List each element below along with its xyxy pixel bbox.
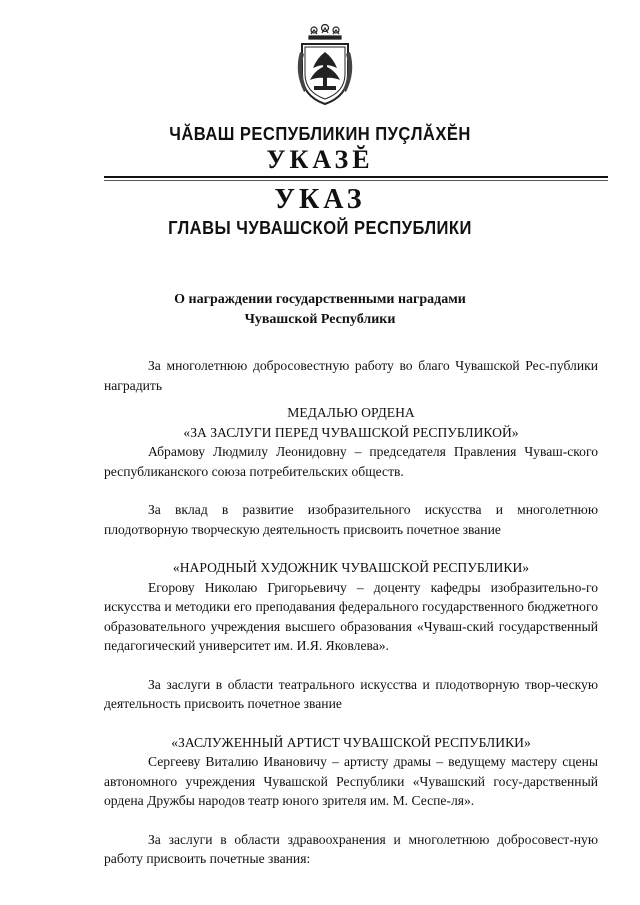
decree-body xyxy=(104,356,598,869)
paragraph-award-intro: За многолетнюю добросовестную работу во благо Чувашской Рес-публики наградить xyxy=(104,358,598,393)
honorary-title-honored-artist: «ЗАСЛУЖЕННЫЙ АРТИСТ ЧУВАШСКОЙ РЕСПУБЛИКИ» xyxy=(171,734,531,750)
paragraph-awardee-abramova: Абрамову Людмилу Леонидовну – председателя Правления Чуваш-ского республиканского союза потребительских обществ. xyxy=(104,444,598,479)
chuvash-ukaz-heading: УКАЗĔ xyxy=(266,145,374,174)
paragraph-health-intro: За заслуги в области здравоохранения и многолетнюю добросовест-ную работу присвоить почетные звания: xyxy=(104,831,598,866)
paragraph-awardee-egorov: Егорову Николаю Григорьевичу – доценту кафедры изобразительно-го искусства и методики его преподавания федерального государственного бюджетного образовательного учреждения высшего образования «Чуваш-ский государственный педагогический университет им. И.Я. Яковлева». xyxy=(104,579,598,653)
paragraph-awardee-sergeev: Сергееву Виталию Ивановичу – артисту драмы – ведущему мастеру сцены автономного учреждения Чувашской Республики «Чувашский госу-дарственный ордена Дружбы народов театр юного зрителя им. М. Сеспе-ля». xyxy=(104,754,598,808)
honorary-title-people-artist: «НАРОДНЫЙ ХУДОЖНИК ЧУВАШСКОЙ РЕСПУБЛИКИ» xyxy=(172,560,530,575)
chuvash-title: ЧĂВАШ РЕСПУБЛИКИН ПУÇЛĂХĔН xyxy=(169,124,471,144)
medal-title-line-1: МЕДАЛЬЮ ОРДЕНА xyxy=(287,405,415,420)
paragraph-art-intro: За вклад в развитие изобразительного искусства и многолетнюю плодотворную творческую деятельность присвоить почетное звание xyxy=(104,502,598,537)
subject-line-2: Чувашской Республики xyxy=(244,312,396,327)
coat-of-arms-icon xyxy=(292,22,358,108)
medal-title-line-2: «ЗА ЗАСЛУГИ ПЕРЕД ЧУВАШСКОЙ РЕСПУБЛИКОЙ» xyxy=(183,424,519,440)
header-divider xyxy=(104,176,608,178)
paragraph-theatre-intro: За заслуги в области театрального искусства и плодотворную твор-ческую деятельность присвоить почетное звание xyxy=(104,676,598,711)
subject-line-1: О награждении государственными наградами xyxy=(174,292,466,307)
decree-subject xyxy=(0,290,640,330)
russian-ukaz-heading: УКАЗ xyxy=(274,184,366,215)
russian-subtitle: ГЛАВЫ ЧУВАШСКОЙ РЕСПУБЛИКИ xyxy=(168,218,472,238)
header-divider-thin xyxy=(104,180,608,181)
